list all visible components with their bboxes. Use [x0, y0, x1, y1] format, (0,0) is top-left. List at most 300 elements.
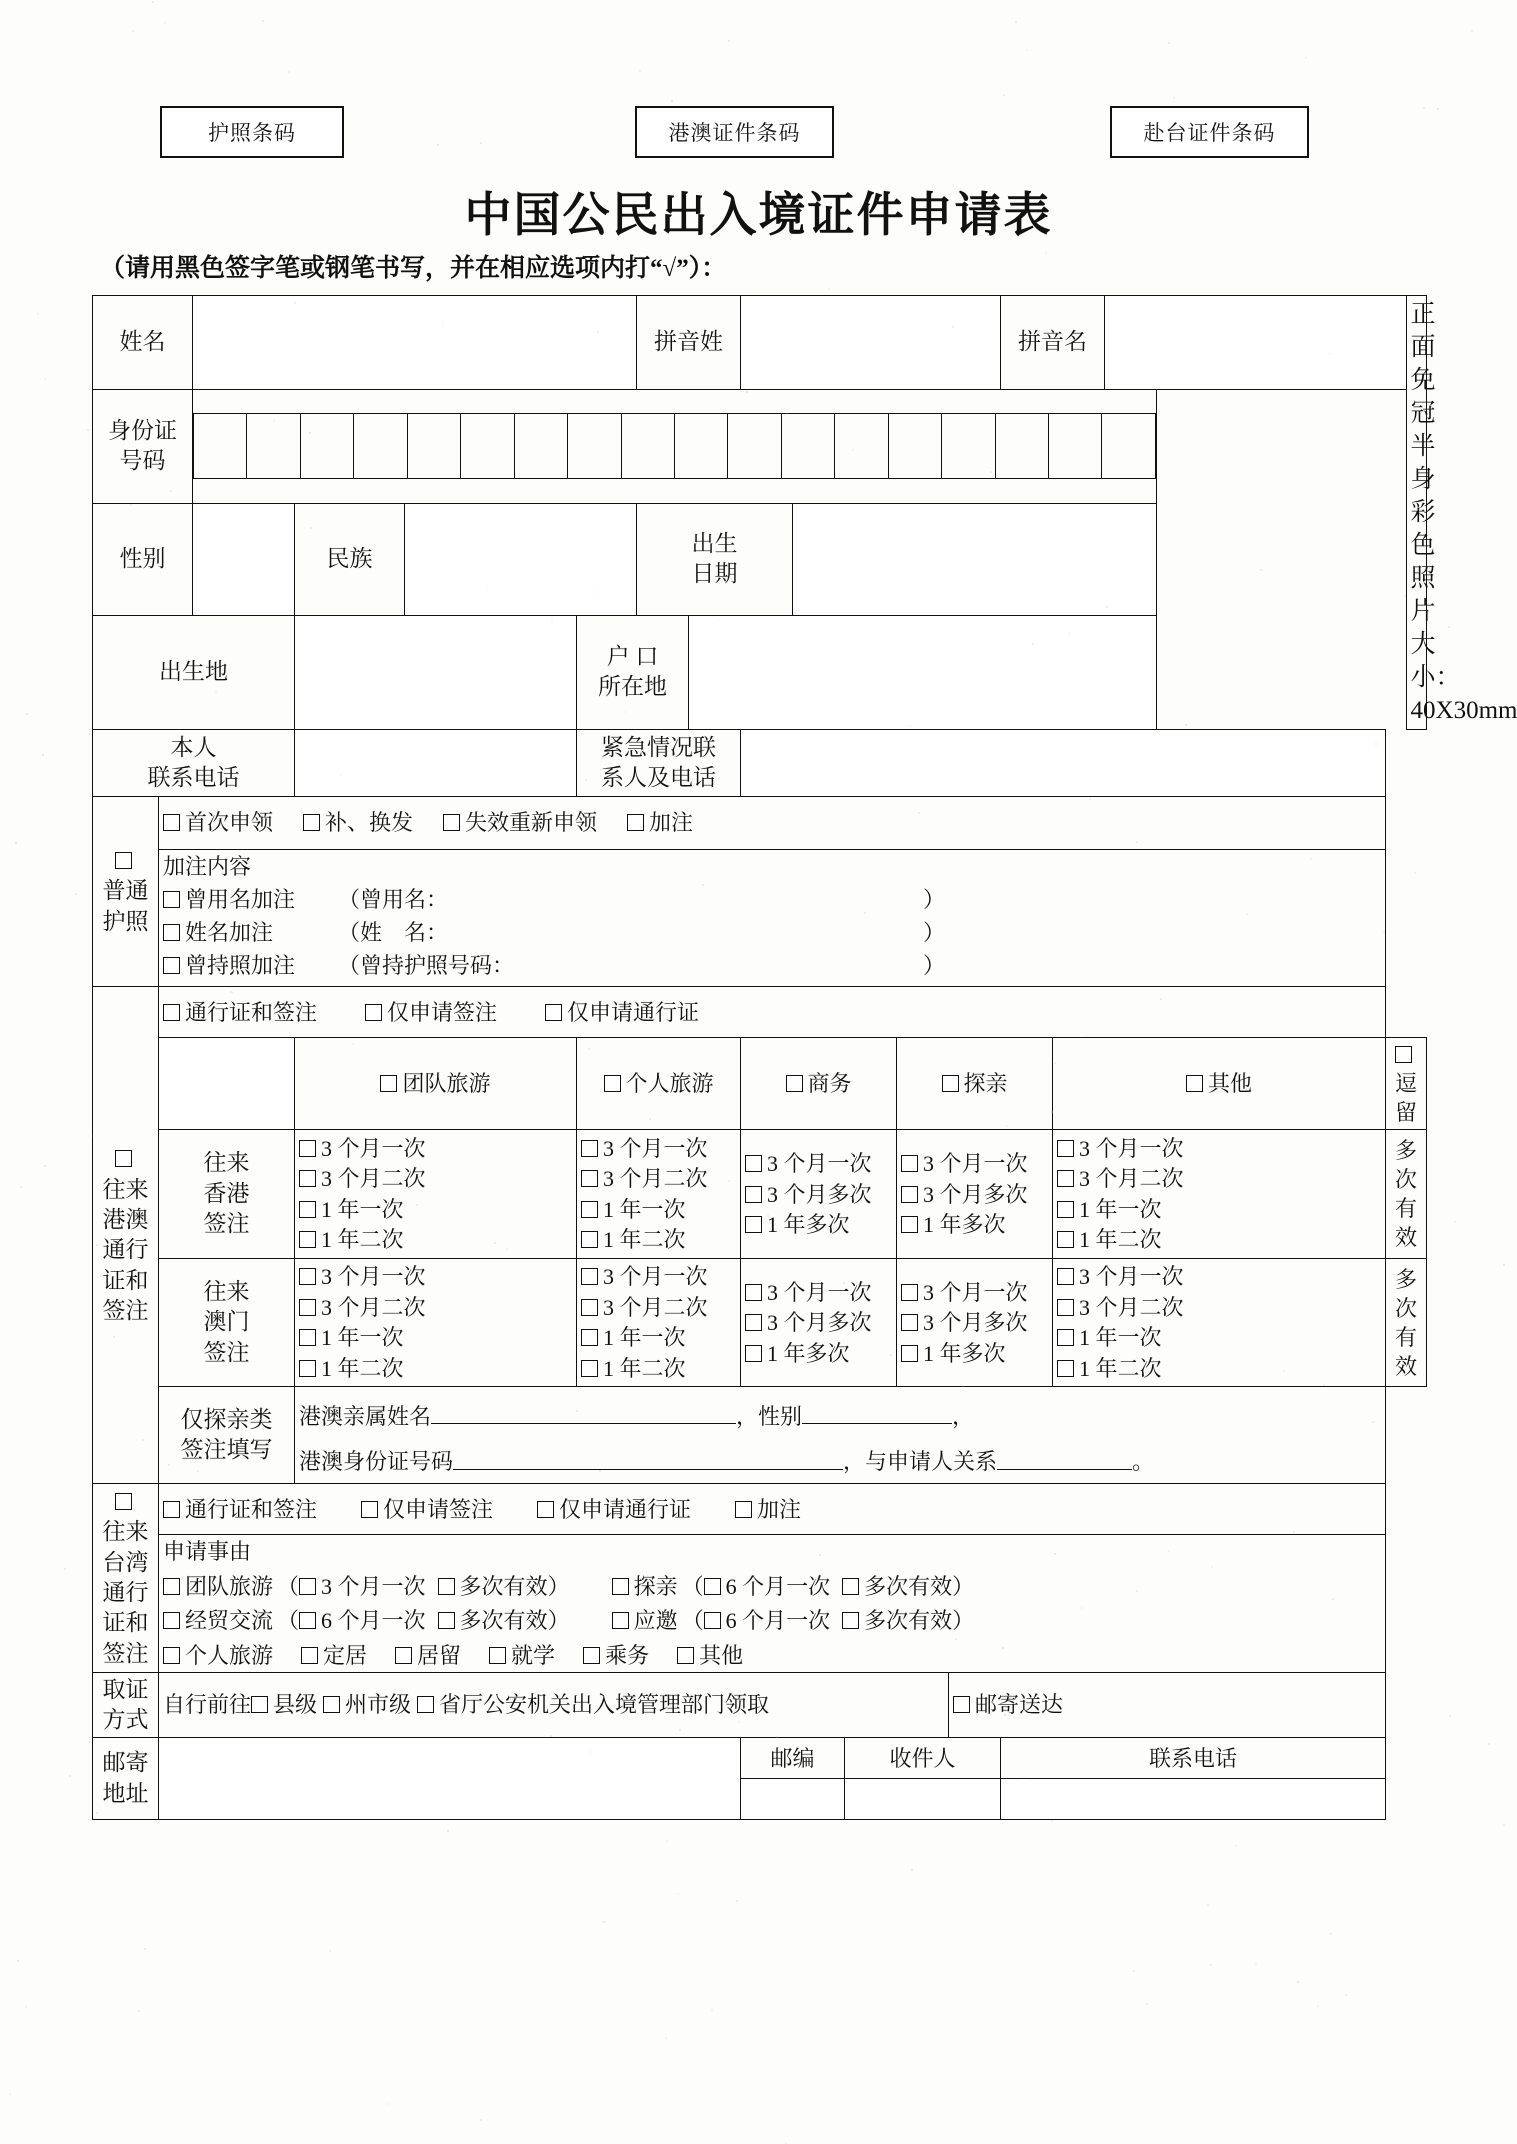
hkmacau-choice-0-1-0-checkbox[interactable]	[581, 1140, 598, 1157]
taiwan-top-options[interactable]	[159, 1484, 1386, 1535]
label-emergency-line1: 紧急情况联	[601, 734, 716, 760]
passport-section-checkbox[interactable]	[115, 852, 132, 869]
id-number-grid[interactable]	[193, 413, 1156, 479]
scan-speckle	[1136, 841, 1138, 843]
hkmacau-opt-0-3-1[interactable]	[901, 1180, 1048, 1209]
taiwan-top-opt-1[interactable]	[361, 1495, 493, 1524]
hkmacau-cell-0-0[interactable]	[295, 1130, 577, 1259]
hkmacau-choice-0-2-1-checkbox[interactable]	[745, 1186, 762, 1203]
passport-type-0-checkbox[interactable]	[163, 814, 180, 831]
taiwan-simple-opt-2-label: 居留	[417, 1642, 462, 1668]
hkmacau-opt-1-3-1[interactable]	[901, 1308, 1048, 1337]
hkmacau-choice-1-4-2[interactable]	[1057, 1323, 1162, 1352]
hkmacau-cell-0-3[interactable]	[897, 1130, 1053, 1259]
taiwan-top-opt-3-label: 加注	[757, 1496, 802, 1522]
scan-speckle	[1260, 569, 1262, 571]
hkmacau-choice-1-1-2[interactable]	[581, 1323, 686, 1352]
id-digit-box-1[interactable]	[194, 414, 247, 479]
hkmacau-choice-1-3-2-checkbox[interactable]	[901, 1345, 918, 1362]
scan-speckle	[671, 100, 673, 102]
taiwan-reason-sub-1-1-1[interactable]	[842, 1606, 952, 1635]
passport-type-3-checkbox[interactable]	[627, 814, 644, 831]
hkmacau-choice-0-2-1[interactable]	[745, 1180, 872, 1209]
hkmacau-choice-0-0-0[interactable]	[299, 1134, 426, 1163]
hkmacau-top-opt-2[interactable]	[545, 998, 699, 1027]
hkmacau-choice-0-4-1[interactable]	[1057, 1164, 1184, 1193]
passport-type-1[interactable]	[303, 808, 413, 837]
hkmacau-choice-1-3-0[interactable]	[901, 1278, 1028, 1307]
hkmacau-col-header-2[interactable]	[741, 1038, 897, 1130]
taiwan-reason-sub-0-1-0[interactable]	[704, 1572, 831, 1601]
hkmacau-opt-1-3-0[interactable]	[901, 1278, 1048, 1307]
input-recipient[interactable]	[845, 1779, 1001, 1820]
hkmacau-choice-1-0-3[interactable]	[299, 1354, 404, 1383]
taiwan-simple-opt-4-checkbox[interactable]	[583, 1647, 600, 1664]
hkmacau-choice-1-3-0-checkbox[interactable]	[901, 1284, 918, 1301]
hkmacau-choice-0-4-1-checkbox[interactable]	[1057, 1170, 1074, 1187]
pickup-opt-1[interactable]	[323, 1690, 411, 1719]
hkmacau-choice-0-1-3-checkbox[interactable]	[581, 1231, 598, 1248]
taiwan-reason-sub-0-1-1-checkbox[interactable]	[842, 1578, 859, 1595]
taiwan-reason-sub-0-0-1-checkbox[interactable]	[438, 1578, 455, 1595]
scan-speckle	[639, 70, 641, 72]
id-digit-box-4[interactable]	[354, 414, 407, 479]
input-household[interactable]	[689, 615, 1157, 729]
hkmacau-choice-0-3-2-checkbox[interactable]	[901, 1216, 918, 1233]
hkmacau-choice-1-4-3[interactable]	[1057, 1354, 1162, 1383]
hkmacau-opt-1-0-0[interactable]	[299, 1262, 572, 1291]
scan-speckle	[44, 1165, 46, 1167]
hkmacau-opt-0-3-2[interactable]	[901, 1210, 1048, 1239]
input-gender[interactable]	[193, 503, 295, 615]
hkmacau-opt-0-0-3[interactable]	[299, 1225, 572, 1254]
hkmacau-opt-1-4-0[interactable]	[1057, 1262, 1381, 1291]
hkmacau-choice-0-4-0-checkbox[interactable]	[1057, 1140, 1074, 1157]
pickup-opt-0-checkbox[interactable]	[251, 1696, 268, 1713]
hkmacau-choice-1-1-0[interactable]	[581, 1262, 708, 1291]
taiwan-reason-close-1-0: ）	[547, 1607, 570, 1633]
taiwan-reason-sub-1-0-0[interactable]	[299, 1606, 426, 1635]
hkmacau-opt-1-0-1[interactable]	[299, 1293, 572, 1322]
hkmacau-col-label-1: 个人旅游	[625, 1071, 714, 1097]
id-digit-box-11[interactable]	[728, 414, 781, 479]
taiwan-reason-sub-1-0-1-checkbox[interactable]	[438, 1612, 455, 1629]
hkmacau-opt-1-4-2[interactable]	[1057, 1323, 1381, 1352]
hkmacau-opt-1-0-3[interactable]	[299, 1354, 572, 1383]
hkmacau-choice-0-1-1-checkbox[interactable]	[581, 1170, 598, 1187]
scan-speckle	[666, 1840, 668, 1842]
taiwan-reason-sub-1-1-1-checkbox[interactable]	[842, 1612, 859, 1629]
hkmacau-opt-0-3-0[interactable]	[901, 1149, 1048, 1178]
taiwan-top-opt-0-checkbox[interactable]	[163, 1501, 180, 1518]
taiwan-reason-main-1-0[interactable]	[163, 1606, 273, 1635]
hkmacau-cell-0-4[interactable]	[1053, 1130, 1386, 1259]
passport-endorse-opt-1-checkbox[interactable]	[163, 924, 180, 941]
pickup-options[interactable]	[159, 1672, 949, 1738]
hkmacau-opt-0-1-2[interactable]	[581, 1195, 736, 1224]
relative-name-input[interactable]	[431, 1400, 736, 1424]
id-digit-box-5[interactable]	[407, 414, 460, 479]
hkmacau-opt-1-0-2[interactable]	[299, 1323, 572, 1352]
hkmacau-cell-1-3[interactable]	[897, 1258, 1053, 1387]
hkmacau-choice-1-2-0[interactable]	[745, 1278, 872, 1307]
taiwan-reason-main-0-0[interactable]	[163, 1572, 273, 1601]
passport-apply-type-options[interactable]	[159, 797, 1386, 850]
id-digit-box-15[interactable]	[942, 414, 995, 479]
scan-speckle	[1006, 1125, 1008, 1127]
hkmacau-cell-1-0[interactable]	[295, 1258, 577, 1387]
hkmacau-col-header-3[interactable]	[897, 1038, 1053, 1130]
hkmacau-choice-1-4-3-checkbox[interactable]	[1057, 1360, 1074, 1377]
passport-endorse-close-1: ）	[923, 920, 946, 946]
scan-speckle	[1454, 1221, 1456, 1223]
taiwan-reason-sub-1-0-0-checkbox[interactable]	[299, 1612, 316, 1629]
hkmacau-choice-0-3-0[interactable]	[901, 1149, 1028, 1178]
id-digit-box-2[interactable]	[247, 414, 300, 479]
taiwan-simple-opt-5[interactable]	[677, 1641, 743, 1670]
hkmacau-choice-0-2-2[interactable]	[745, 1210, 850, 1239]
hkmacau-cell-1-1[interactable]	[577, 1258, 741, 1387]
input-mail-address[interactable]	[159, 1738, 741, 1820]
pickup-mail-option[interactable]	[949, 1672, 1386, 1738]
relative-id-input[interactable]	[453, 1445, 843, 1469]
passport-type-3[interactable]	[627, 808, 693, 837]
id-digit-box-14[interactable]	[888, 414, 941, 479]
hkmacau-row-label-1	[159, 1258, 295, 1387]
hkmacau-cell-0-2[interactable]	[741, 1130, 897, 1259]
taiwan-top-opt-3-checkbox[interactable]	[735, 1501, 752, 1518]
scan-speckle	[767, 1215, 769, 1217]
hkmacau-choice-0-3-1-checkbox[interactable]	[901, 1186, 918, 1203]
id-digit-box-7[interactable]	[514, 414, 567, 479]
hkmacau-top-opt-1-checkbox[interactable]	[365, 1004, 382, 1021]
hkmacau-opt-0-0-0[interactable]	[299, 1134, 572, 1163]
input-pinyin-surname[interactable]	[741, 296, 1001, 390]
pickup-opt-0[interactable]	[251, 1690, 317, 1719]
hkmacau-choice-1-2-2-checkbox[interactable]	[745, 1345, 762, 1362]
checkbox-business[interactable]	[786, 1075, 803, 1092]
hkmacau-choice-1-0-0[interactable]	[299, 1262, 426, 1291]
taiwan-reason-item-1-0	[163, 1608, 570, 1633]
taiwan-reason-sub-0-1-1[interactable]	[842, 1572, 952, 1601]
passport-endorse-opt-2-checkbox[interactable]	[163, 957, 180, 974]
hkmacau-opt-0-1-1[interactable]	[581, 1164, 736, 1193]
id-digit-box-18[interactable]	[1102, 414, 1156, 479]
hkmacau-opt-1-1-0[interactable]	[581, 1262, 736, 1291]
hkmacau-choice-0-4-2[interactable]	[1057, 1195, 1162, 1224]
passport-endorse-close-2: ）	[923, 953, 946, 979]
pickup-mail-opt[interactable]	[953, 1690, 1063, 1719]
pickup-opt-1-checkbox[interactable]	[323, 1696, 340, 1713]
input-id-number[interactable]	[193, 389, 1157, 503]
taiwan-simple-opt-3-checkbox[interactable]	[489, 1647, 506, 1664]
hkmacau-cell-1-2[interactable]	[741, 1258, 897, 1387]
passport-endorse-opt-2[interactable]	[163, 951, 338, 980]
scan-speckle	[87, 429, 89, 431]
checkbox-other[interactable]	[1186, 1075, 1203, 1092]
passport-endorse-opt-0[interactable]	[163, 885, 338, 914]
hkmacau-choice-0-0-2[interactable]	[299, 1195, 404, 1224]
hkmacau-col-header-5[interactable]	[1386, 1038, 1427, 1130]
hkmacau-side-line5: 签注	[102, 1298, 149, 1324]
hkmacau-opt-1-4-3[interactable]	[1057, 1354, 1381, 1383]
scan-speckle	[1173, 97, 1175, 99]
relative-relation-input[interactable]	[997, 1445, 1132, 1469]
taiwan-simple-opt-0-checkbox[interactable]	[163, 1647, 180, 1664]
taiwan-simple-opt-2-checkbox[interactable]	[395, 1647, 412, 1664]
id-digit-box-8[interactable]	[568, 414, 621, 479]
tw-side-line1: 往来	[102, 1519, 149, 1545]
hkmacau-choice-0-3-0-checkbox[interactable]	[901, 1155, 918, 1172]
hkmacau-choice-1-0-0-checkbox[interactable]	[299, 1268, 316, 1285]
passport-type-0[interactable]	[163, 808, 273, 837]
hkmacau-choice-0-4-3-checkbox[interactable]	[1057, 1231, 1074, 1248]
taiwan-reason-title: 申请事由	[163, 1539, 252, 1565]
hkmacau-choice-0-0-2-checkbox[interactable]	[299, 1201, 316, 1218]
hkmacau-choice-0-0-3-checkbox[interactable]	[299, 1231, 316, 1248]
taiwan-top-opt-2-checkbox[interactable]	[537, 1501, 554, 1518]
hk-label-line3: 签注	[203, 1211, 250, 1237]
id-digit-box-16[interactable]	[995, 414, 1048, 479]
hkmacau-col-header-4[interactable]	[1053, 1038, 1386, 1130]
hkmacau-choice-1-0-2[interactable]	[299, 1323, 404, 1352]
hkmacau-choice-1-4-0-checkbox[interactable]	[1057, 1268, 1074, 1285]
input-pinyin-given[interactable]	[1105, 296, 1406, 390]
hkmacau-opt-0-1-3[interactable]	[581, 1225, 736, 1254]
hkmacau-cell-1-4[interactable]	[1053, 1258, 1386, 1387]
input-name[interactable]	[193, 296, 637, 390]
hkmacau-choice-0-0-1[interactable]	[299, 1164, 426, 1193]
id-digit-box-13[interactable]	[835, 414, 888, 479]
taiwan-reason-sub-1-1-0-checkbox[interactable]	[704, 1612, 721, 1629]
passport-type-2[interactable]	[443, 808, 597, 837]
pickup-opt-2[interactable]	[417, 1690, 769, 1719]
pickup-opt-2-checkbox[interactable]	[417, 1696, 434, 1713]
hkmacau-choice-0-1-3-label: 1 年二次	[603, 1227, 686, 1253]
scan-speckle	[506, 1248, 508, 1250]
hkmacau-choice-1-3-1[interactable]	[901, 1308, 1028, 1337]
taiwan-reason-sub-0-1-0-checkbox[interactable]	[704, 1578, 721, 1595]
hkmacau-opt-1-4-1[interactable]	[1057, 1293, 1381, 1322]
taiwan-reason-sub-0-0-0-checkbox[interactable]	[299, 1578, 316, 1595]
hkmacau-choice-0-4-0[interactable]	[1057, 1134, 1184, 1163]
hkmacau-choice-1-4-1-checkbox[interactable]	[1057, 1299, 1074, 1316]
taiwan-simple-opt-5-checkbox[interactable]	[677, 1647, 694, 1664]
hkmacau-choice-1-1-3-checkbox[interactable]	[581, 1360, 598, 1377]
hkmacau-choice-0-4-2-checkbox[interactable]	[1057, 1201, 1074, 1218]
taiwan-reason-main-1-1[interactable]	[612, 1606, 678, 1635]
taiwan-top-opt-1-checkbox[interactable]	[361, 1501, 378, 1518]
hkmacau-choice-1-0-1-checkbox[interactable]	[299, 1299, 316, 1316]
hkmacau-choice-1-1-1-label: 3 个月二次	[603, 1294, 708, 1320]
scan-speckle	[1437, 108, 1439, 110]
taiwan-reason-sub-1-0-1[interactable]	[438, 1606, 548, 1635]
taiwan-top-opt-3[interactable]	[735, 1495, 801, 1524]
taiwan-simple-opt-3[interactable]	[489, 1641, 555, 1670]
hkmacau-opt-1-2-0[interactable]	[745, 1278, 892, 1307]
hkmacau-top-opt-0[interactable]	[163, 998, 317, 1027]
taiwan-reason-sub-0-0-1[interactable]	[438, 1572, 548, 1601]
id-digit-box-10[interactable]	[674, 414, 727, 479]
hkmacau-cell-0-1[interactable]	[577, 1130, 741, 1259]
hkmacau-choice-1-4-1-label: 3 个月二次	[1079, 1294, 1184, 1320]
id-digit-box-6[interactable]	[461, 414, 514, 479]
hkmacau-choice-1-1-3[interactable]	[581, 1354, 686, 1383]
hkmacau-choice-0-2-2-label: 1 年多次	[767, 1212, 850, 1238]
hkmacau-choice-1-1-1[interactable]	[581, 1293, 708, 1322]
hkmacau-opt-0-2-0[interactable]	[745, 1149, 892, 1178]
hkmacau-choice-1-1-0-checkbox[interactable]	[581, 1268, 598, 1285]
checkbox-individual-tour[interactable]	[604, 1075, 621, 1092]
scan-speckle	[168, 1464, 170, 1466]
hkmacau-opt-0-4-2[interactable]	[1057, 1195, 1381, 1224]
hkmacau-choice-0-2-0-checkbox[interactable]	[745, 1155, 762, 1172]
label-postcode: 邮编	[741, 1738, 845, 1779]
taiwan-reason-sub-0-0-0-label: 3 个月一次	[321, 1573, 426, 1599]
hkmacau-opt-1-2-2[interactable]	[745, 1339, 892, 1368]
hkmacau-choice-1-4-1[interactable]	[1057, 1293, 1184, 1322]
hkmacau-top-opt-0-checkbox[interactable]	[163, 1004, 180, 1021]
hkmacau-choice-0-2-2-checkbox[interactable]	[745, 1216, 762, 1233]
taiwan-reason-main-0-0-checkbox[interactable]	[163, 1578, 180, 1595]
hkmacau-choice-1-0-1[interactable]	[299, 1293, 426, 1322]
hkmacau-choice-1-0-2-checkbox[interactable]	[299, 1329, 316, 1346]
hkmacau-top-opt-2-checkbox[interactable]	[545, 1004, 562, 1021]
passport-endorse-opt-1[interactable]	[163, 918, 338, 947]
pickup-mail-opt-checkbox[interactable]	[953, 1696, 970, 1713]
id-digit-box-9[interactable]	[621, 414, 674, 479]
hkmacau-section-checkbox[interactable]	[115, 1150, 132, 1167]
taiwan-reason-item-0-0	[163, 1574, 570, 1599]
hkmacau-choice-1-2-1[interactable]	[745, 1308, 872, 1337]
hkmacau-choice-1-1-1-checkbox[interactable]	[581, 1299, 598, 1316]
scan-speckle	[736, 1900, 738, 1902]
scan-speckle	[1297, 1981, 1299, 1983]
relative-fields[interactable]	[295, 1387, 1386, 1484]
input-birth-date[interactable]	[793, 503, 1157, 615]
hkmacau-opt-0-1-0[interactable]	[581, 1134, 736, 1163]
input-postcode[interactable]	[741, 1779, 845, 1820]
hkmacau-choice-0-4-3[interactable]	[1057, 1225, 1162, 1254]
taiwan-simple-opt-1[interactable]	[301, 1641, 367, 1670]
hkmacau-opt-1-3-2[interactable]	[901, 1339, 1048, 1368]
taiwan-top-opt-2[interactable]	[537, 1495, 691, 1524]
hkmacau-choice-0-1-2[interactable]	[581, 1195, 686, 1224]
taiwan-section-checkbox[interactable]	[115, 1493, 132, 1510]
taiwan-reason-main-0-1[interactable]	[612, 1572, 678, 1601]
taiwan-simple-opt-4[interactable]	[583, 1641, 649, 1670]
scan-speckle	[262, 20, 264, 22]
hkmacau-opt-0-2-1[interactable]	[745, 1180, 892, 1209]
input-birth-place[interactable]	[295, 615, 577, 729]
hkmacau-opt-1-2-1[interactable]	[745, 1308, 892, 1337]
hkmacau-opt-0-4-1[interactable]	[1057, 1164, 1381, 1193]
pickup-mail-opt-label: 邮寄送达	[975, 1692, 1064, 1718]
hkmacau-choice-0-1-2-checkbox[interactable]	[581, 1201, 598, 1218]
relative-gender-input[interactable]	[802, 1400, 952, 1424]
id-digit-box-17[interactable]	[1049, 414, 1102, 479]
taiwan-simple-opt-0[interactable]	[163, 1641, 273, 1670]
taiwan-reason-main-1-0-checkbox[interactable]	[163, 1612, 180, 1629]
hkmacau-top-opt-1[interactable]	[365, 998, 497, 1027]
hkmacau-choice-0-0-0-label: 3 个月一次	[321, 1135, 426, 1161]
taiwan-reason-sub-1-1-0[interactable]	[704, 1606, 831, 1635]
hkmacau-choice-0-2-0[interactable]	[745, 1149, 872, 1178]
hkmacau-choice-0-0-3-label: 1 年二次	[321, 1227, 404, 1253]
input-self-phone[interactable]	[295, 730, 577, 797]
passport-type-1-checkbox[interactable]	[303, 814, 320, 831]
hkmacau-choice-1-2-0-checkbox[interactable]	[745, 1284, 762, 1301]
hkmacau-choice-1-3-1-checkbox[interactable]	[901, 1314, 918, 1331]
hkmacau-choice-0-1-0[interactable]	[581, 1134, 708, 1163]
hkmacau-opt-1-1-3[interactable]	[581, 1354, 736, 1383]
taiwan-reason-main-0-1-checkbox[interactable]	[612, 1578, 629, 1595]
taiwan-reason-sub-0-0-0[interactable]	[299, 1572, 426, 1601]
hkmacau-opt-1-1-2[interactable]	[581, 1323, 736, 1352]
checkbox-stay[interactable]	[1395, 1046, 1412, 1063]
scan-speckle	[1404, 595, 1406, 597]
scan-speckle	[447, 1830, 449, 1832]
input-emergency-contact[interactable]	[741, 730, 1386, 797]
hkmacau-top-options[interactable]	[159, 987, 1386, 1038]
taiwan-simple-opt-2[interactable]	[395, 1641, 461, 1670]
hkmacau-choice-0-1-3[interactable]	[581, 1225, 686, 1254]
hkmacau-choice-0-0-3[interactable]	[299, 1225, 404, 1254]
hkmacau-choice-0-3-1[interactable]	[901, 1180, 1028, 1209]
hkmacau-choice-0-1-1[interactable]	[581, 1164, 708, 1193]
id-digit-box-3[interactable]	[300, 414, 353, 479]
hkmacau-choice-1-4-0[interactable]	[1057, 1262, 1184, 1291]
hkmacau-col-header-0[interactable]	[295, 1038, 577, 1130]
checkbox-visit-relatives[interactable]	[942, 1075, 959, 1092]
taiwan-simple-opt-1-checkbox[interactable]	[301, 1647, 318, 1664]
id-digit-box-12[interactable]	[781, 414, 834, 479]
scan-speckle	[1185, 724, 1187, 726]
hkmacau-choice-0-0-0-checkbox[interactable]	[299, 1140, 316, 1157]
hkmacau-choice-0-3-2[interactable]	[901, 1210, 1006, 1239]
scan-speckle	[728, 40, 730, 42]
taiwan-reason-main-1-1-checkbox[interactable]	[612, 1612, 629, 1629]
scan-speckle	[952, 326, 954, 328]
scan-speckle	[386, 2103, 388, 2105]
scan-speckle	[603, 1921, 605, 1923]
hkmacau-choice-1-2-1-checkbox[interactable]	[745, 1314, 762, 1331]
hkmacau-choice-1-3-2[interactable]	[901, 1339, 1006, 1368]
hkmacau-choice-1-1-2-checkbox[interactable]	[581, 1329, 598, 1346]
passport-type-3-label: 加注	[649, 810, 694, 836]
taiwan-top-opt-0[interactable]	[163, 1495, 317, 1524]
hkmacau-choice-0-0-1-checkbox[interactable]	[299, 1170, 316, 1187]
hkmacau-opt-0-4-3[interactable]	[1057, 1225, 1381, 1254]
input-ethnic[interactable]	[405, 503, 637, 615]
passport-endorse-opt-0-checkbox[interactable]	[163, 891, 180, 908]
hkmacau-opt-1-1-1[interactable]	[581, 1293, 736, 1322]
input-contact-phone[interactable]	[1001, 1779, 1386, 1820]
hkmacau-choice-1-2-2[interactable]	[745, 1339, 850, 1368]
taiwan-reason-item-0-1	[612, 1574, 975, 1599]
hkmacau-choice-1-4-2-checkbox[interactable]	[1057, 1329, 1074, 1346]
passport-type-2-checkbox[interactable]	[443, 814, 460, 831]
hkmacau-opt-0-0-2[interactable]	[299, 1195, 572, 1224]
hkmacau-col-header-1[interactable]	[577, 1038, 741, 1130]
hkmacau-opt-0-4-0[interactable]	[1057, 1134, 1381, 1163]
checkbox-group-tour[interactable]	[380, 1075, 397, 1092]
hkmacau-opt-0-0-1[interactable]	[299, 1164, 572, 1193]
scan-speckle	[1429, 484, 1431, 486]
passport-endorse-opt-0-label: 曾用名加注	[185, 887, 296, 913]
taiwan-simple-opt-4-label: 乘务	[605, 1642, 650, 1668]
hkmacau-choice-1-0-3-checkbox[interactable]	[299, 1360, 316, 1377]
